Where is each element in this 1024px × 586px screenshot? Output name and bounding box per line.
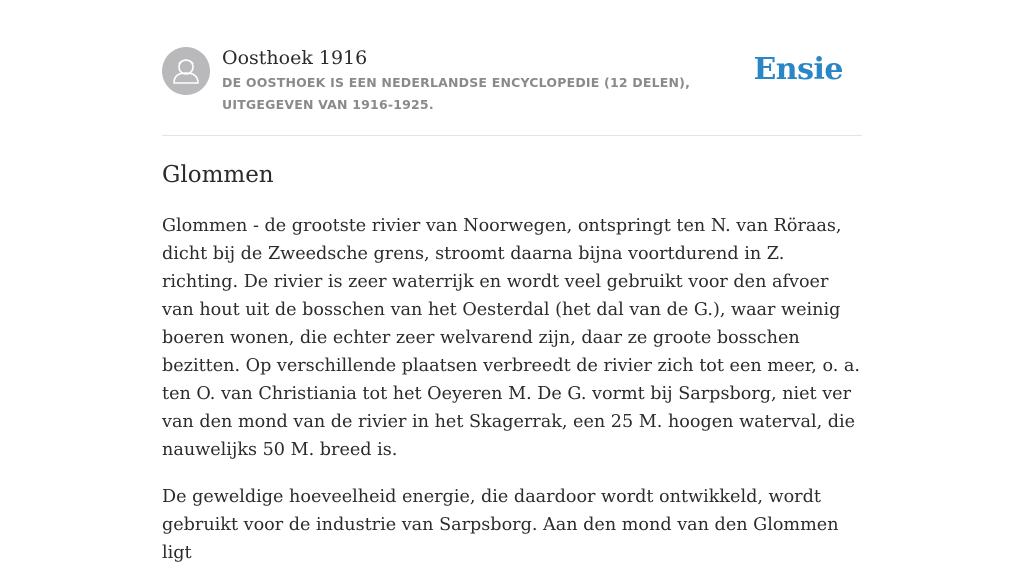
entry-title: Glommen (162, 162, 274, 188)
header-divider (162, 135, 862, 136)
user-avatar-icon[interactable] (162, 47, 210, 95)
source-description: DE OOSTHOEK IS EEN NEDERLANDSE ENCYCLOPEDIE (12 DELEN), UITGEGEVEN VAN 1916-1925. (222, 75, 691, 112)
entry-paragraph: De geweldige hoeveelheid energie, die daardoor wordt ontwikkeld, wordt gebruikt voor de industrie van Sarpsborg. Aan den mond van den Glommen ligt (162, 487, 839, 563)
brand-logo[interactable]: Ensie (753, 52, 843, 87)
source-title[interactable]: Oosthoek 1916 (222, 47, 368, 69)
source-header (162, 46, 862, 136)
user-silhouette-icon (162, 47, 210, 95)
entry-paragraph: Glommen - de grootste rivier van Noorwegen, ontspringt ten N. van Röraas, dicht bij de Zweedsche grens, stroomt daarna bijna voortdurend in Z. richting. De rivier is zeer waterrijk en wordt veel gebruikt voor den afvoer van hout uit de bosschen van het Oesterdal (het dal van de G.), waar weinig boeren wonen, die echter zeer welvarend zijn, daar ze groote bosschen bezitten. Op verschillende plaatsen verbreedt de rivier zich tot een meer, o. a. ten O. van Christiania tot het Oeyeren M. De G. vormt bij Sarpsborg, niet ver van den mond van de rivier in het Skagerrak, een 25 M. hoogen waterval, die nauwelijks 50 M. breed is. (162, 216, 861, 460)
entry-body (162, 212, 864, 586)
